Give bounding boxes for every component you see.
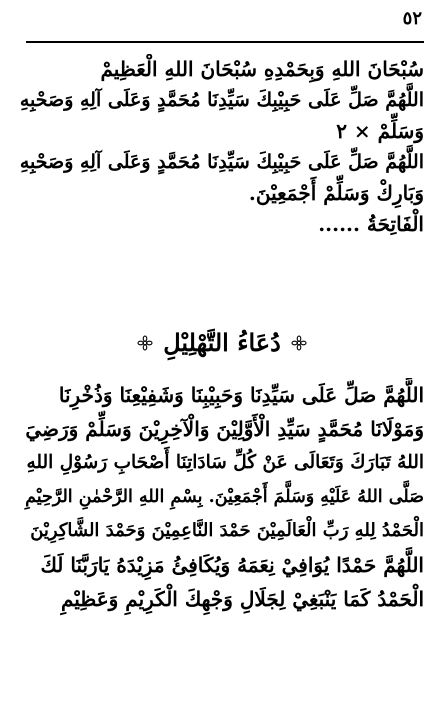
flower-ornament-icon: [137, 335, 153, 351]
text-line: صَلَّى اللهُ عَلَيْهِ وَسَلَّمَ أَجْمَعِيْنَ. بِسْمِ اللهِ الرَّحْمٰنِ الرَّحِيْمِ: [25, 487, 424, 507]
text-line: اللَّهُمَّ حَمْدًا يُوَافِيْ نِعَمَهُ وَيُكَافِئُ مَزِيْدَهُ يَارَبَّنَا لَكَ: [40, 553, 424, 577]
text-line: اللَّهُمَّ صَلِّ عَلَى حَبِيْبِكَ سَيِّدِنَا مُحَمَّدٍ وَعَلَى آلِهِ وَصَحْبِهِ: [20, 151, 424, 173]
section-title-row: [20, 325, 424, 361]
section-title: دُعَاءُ التَّهْلِيْلِ: [163, 328, 281, 357]
text-line: الْحَمْدُ كَمَا يَنْبَغِيْ لِجَلَالِ وَجْهِكَ الْكَرِيْمِ وَعَظِيْمِ: [60, 587, 424, 611]
text-line: وَسَلِّمْ × ٢: [336, 119, 424, 143]
page-number: ٥٢: [402, 8, 422, 29]
header-divider: [26, 41, 424, 43]
text-line: وَبَارِكْ وَسَلِّمْ أَجْمَعِيْنَ.: [248, 181, 424, 205]
text-line: وَمَوْلَانَا مُحَمَّدٍ سَيِّدِ الْأَوَّلِيْنَ وَالْآخِرِيْنَ وَسَلِّمْ وَرَضِيَ: [25, 417, 424, 441]
text-line: اللهُ تَبَارَكَ وَتَعَالَى عَنْ كُلِّ سَادَاتِنَا أَصْحَابِ رَسُوْلِ اللهِ: [26, 452, 424, 473]
section-tasbih-salawat: [20, 54, 424, 240]
flower-ornament-icon: [291, 335, 307, 351]
text-line: اللَّهُمَّ صَلِّ عَلَى حَبِيْبِكَ سَيِّدِنَا مُحَمَّدٍ وَعَلَى آلِهِ وَصَحْبِهِ: [20, 89, 424, 111]
text-line: سُبْحَانَ اللهِ وَبِحَمْدِهِ سُبْحَانَ اللهِ الْعَظِيمْ: [100, 57, 424, 81]
text-line: اللَّهُمَّ صَلِّ عَلَى سَيِّدِنَا وَحَبِيْبِنَا وَشَفِيْعِنَا وَذُخْرِنَا: [58, 383, 424, 407]
text-line: الْحَمْدُ لِلهِ رَبِّ الْعَالَمِيْنَ حَمْدَ النَّاعِمِيْنَ وَحَمْدَ الشَّاكِرِيْنَ: [30, 520, 424, 541]
section-tahlil-prayer: [20, 378, 424, 616]
text-line: الْفَاتِحَةُ ......: [318, 212, 424, 236]
